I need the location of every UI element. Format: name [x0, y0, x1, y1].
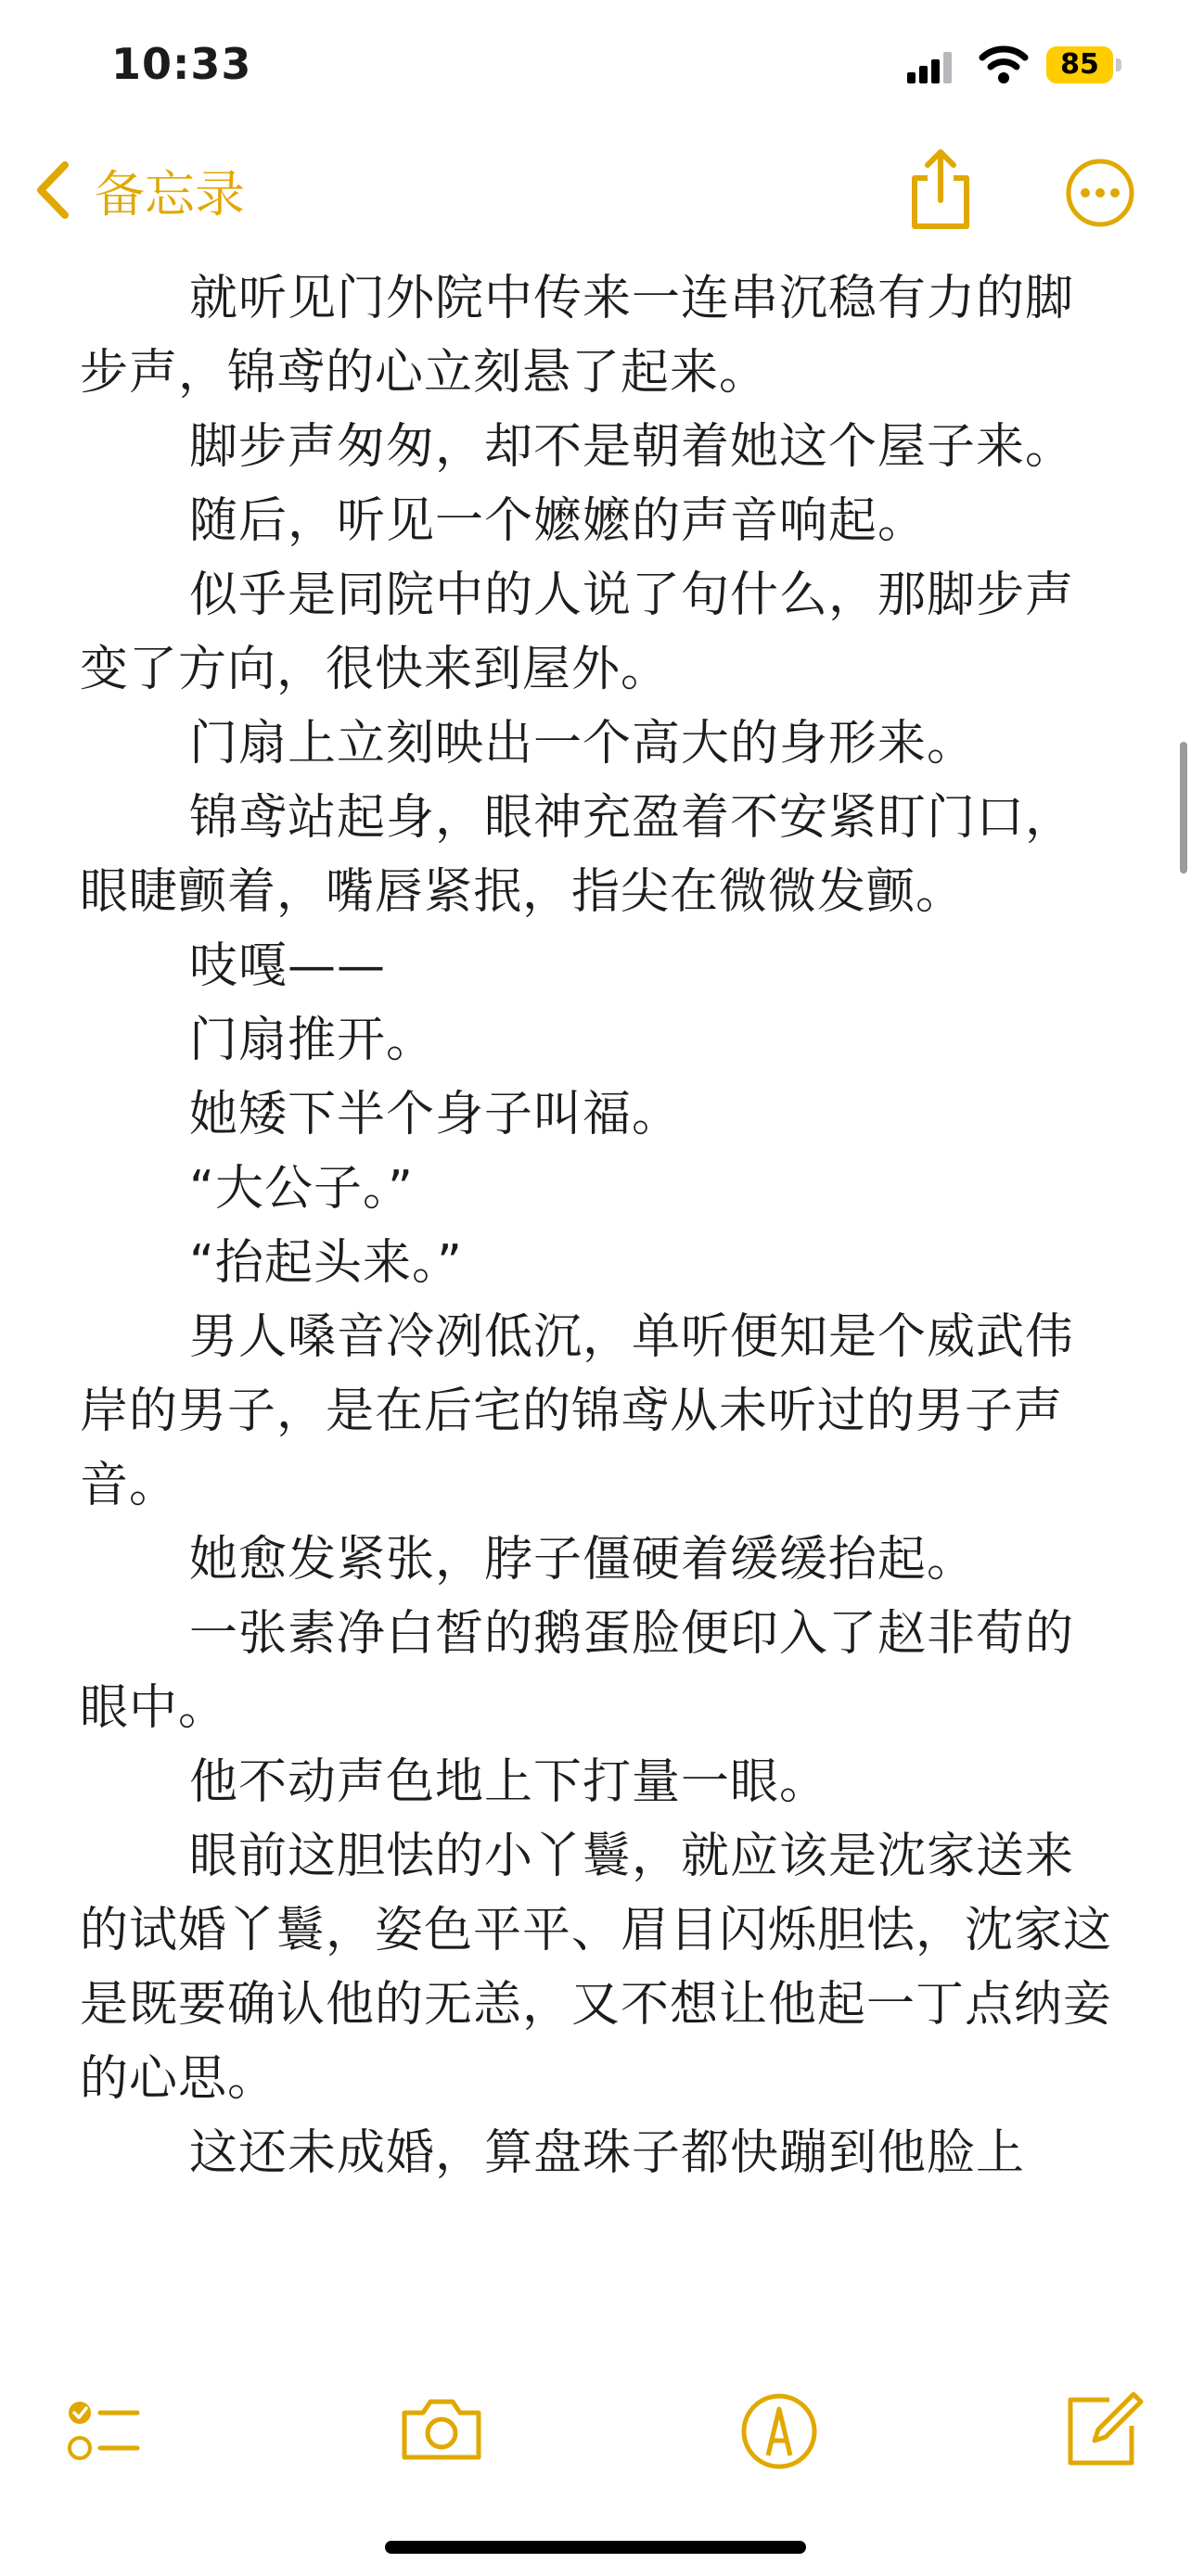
note-paragraph: 她矮下半个身子叫福。	[189, 1087, 682, 1142]
compose-icon[interactable]	[1057, 2383, 1150, 2476]
status-time: 10:33	[111, 39, 252, 89]
back-label: 备忘录	[95, 164, 245, 223]
scroll-indicator[interactable]	[1180, 742, 1187, 874]
note-paragraph: 男人嗓音冷冽低沉，单听便知是个威武伟岸的男子，是在后宅的锦鸢从未听过的男子声音。	[80, 1309, 1075, 1513]
note-paragraph: 吱嘎——	[189, 938, 387, 994]
more-icon[interactable]	[1065, 158, 1135, 228]
note-paragraph: 随后，听见一个嬷嬷的声音响起。	[189, 493, 928, 549]
checklist-icon[interactable]	[56, 2383, 148, 2476]
home-indicator[interactable]	[385, 2541, 806, 2554]
note-paragraph: 脚步声匆匆，却不是朝着她这个屋子来。	[189, 419, 1075, 475]
battery-icon	[1046, 46, 1122, 83]
nav-bar	[0, 130, 1191, 250]
note-paragraph: 锦鸢站起身，眼神充盈着不安紧盯门口，眼睫颤着，嘴唇紧抿，指尖在微微发颤。	[80, 790, 1075, 920]
note-paragraph: 眼前这胆怯的小丫鬟，就应该是沈家送来的试婚丫鬟，姿色平平、眉目闪烁胆怯，沈家这是既要确认他的无恙，又不想让他起一丁点纳妾的心思。	[80, 1829, 1113, 2107]
note-paragraph: 这还未成婚，算盘珠子都快蹦到他脸上	[189, 2125, 1026, 2181]
note-paragraph: “大公子。”	[189, 1161, 414, 1217]
status-bar	[0, 0, 1191, 130]
bottom-toolbar	[0, 2374, 1191, 2485]
note-body[interactable]	[80, 261, 1119, 2190]
note-paragraph: 似乎是同院中的人说了句什么，那脚步声变了方向，很快来到屋外。	[80, 567, 1075, 697]
note-paragraph: 一张素净白皙的鹅蛋脸便印入了赵非荀的眼中。	[80, 1606, 1075, 1736]
note-paragraph: 门扇推开。	[189, 1013, 436, 1068]
share-icon[interactable]	[903, 147, 978, 232]
note-paragraph: 她愈发紧张，脖子僵硬着缓缓抬起。	[189, 1532, 977, 1588]
battery-cap	[1116, 58, 1121, 71]
note-paragraph: 就听见门外院中传来一连串沉稳有力的脚步声，锦鸢的心立刻悬了起来。	[80, 271, 1075, 401]
back-button[interactable]	[32, 158, 245, 223]
camera-icon[interactable]	[395, 2383, 488, 2476]
cellular-signal-icon	[907, 52, 954, 83]
note-paragraph: “抬起头来。”	[189, 1235, 463, 1291]
chevron-left-icon	[32, 158, 72, 223]
note-paragraph: 他不动声色地上下打量一眼。	[189, 1754, 829, 1810]
note-paragraph: 门扇上立刻映出一个高大的身形来。	[189, 716, 977, 772]
pen-markup-icon[interactable]	[733, 2383, 826, 2476]
wifi-icon	[979, 45, 1029, 83]
battery-level: 85	[1046, 46, 1113, 83]
